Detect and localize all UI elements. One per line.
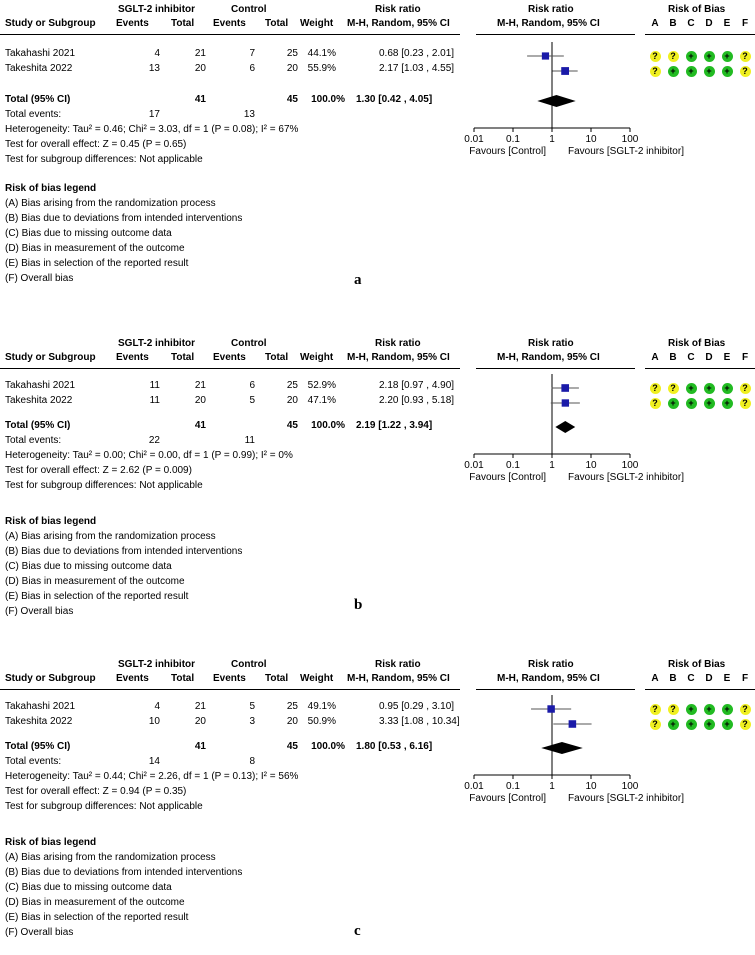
legend-item: (F) Overall bias [5,927,74,938]
favours-right-label: Favours [SGLT-2 inhibitor] [568,472,684,483]
total1-value: 20 [194,716,206,727]
weight-value: 44.1% [307,48,336,59]
rob-col-f: F [741,352,749,363]
study-name: Takeshita 2022 [5,63,73,74]
weight-value: 52.9% [307,380,336,391]
weight-value: 50.9% [307,716,336,727]
legend-item: (F) Overall bias [5,606,74,617]
rr-header: Risk ratio [375,659,421,670]
legend-item: (E) Bias in selection of the reported result [5,258,189,269]
total1-header: Total [171,673,195,684]
total2-value: 20 [286,716,298,727]
legend-item: (E) Bias in selection of the reported result [5,591,189,602]
rob-some-concerns-icon: ? [668,704,679,715]
rob-header: Risk of Bias [668,659,726,670]
study-name: Takahashi 2021 [5,48,76,59]
events2-value: 7 [249,48,255,59]
rr-ci-value: 2.17 [1.03 , 4.55] [379,63,455,74]
rr-plot-method-header: M-H, Random, 95% CI [497,352,600,363]
total-weight: 100.0% [311,741,345,752]
rob-low-icon: + [668,66,679,77]
pooled-diamond [541,742,583,754]
legend-title: Risk of bias legend [5,516,97,527]
legend-item: (C) Bias due to missing outcome data [5,882,172,893]
total1-sum: 41 [194,741,206,752]
total1-header: Total [171,18,195,29]
rob-col-b: B [669,673,677,684]
tick-label: 0.1 [506,460,520,471]
header-rule [645,34,755,35]
events2-value: 5 [249,701,255,712]
subgroup-text: Test for subgroup differences: Not applicable [5,480,203,491]
heterogeneity-text: Heterogeneity: Tau² = 0.00; Chi² = 0.00, df = 1 (P = 0.99); I² = 0% [5,450,293,461]
rob-col-e: E [723,352,731,363]
tick-label: 0.01 [464,781,484,792]
group1-header: SGLT-2 inhibitor [118,659,196,670]
study-name: Takahashi 2021 [5,701,76,712]
study-name: Takeshita 2022 [5,716,73,727]
effect-marker [561,384,569,392]
tick-label: 0.01 [464,460,484,471]
forest-plot-area [430,334,684,484]
rr-method-header: M-H, Random, 95% CI [347,673,450,684]
study-name: Takahashi 2021 [5,380,76,391]
rob-low-icon: + [668,719,679,730]
total-events-label: Total events: [5,435,62,446]
total-events2: 11 [244,435,255,446]
total-rr-ci: 1.80 [0.53 , 6.16] [356,741,433,752]
overall-effect-text: Test for overall effect: Z = 0.45 (P = 0.65) [5,139,187,150]
study-header: Study or Subgroup [5,352,96,363]
favours-left-label: Favours [Control] [469,146,546,157]
rob-low-icon: + [686,719,697,730]
total2-value: 20 [286,395,298,406]
rob-low-icon: + [722,51,733,62]
total2-header: Total [265,18,289,29]
events1-value: 13 [148,63,160,74]
rob-some-concerns-icon: ? [650,704,661,715]
subgroup-text: Test for subgroup differences: Not applicable [5,154,203,165]
rob-col-e: E [723,673,731,684]
header-rule [0,689,460,690]
rr-plot-header: Risk ratio [528,4,574,15]
header-rule [0,368,460,369]
tick-label: 1 [549,460,555,471]
tick-label: 0.1 [506,134,520,145]
rob-low-icon: + [704,66,715,77]
tick-label: 10 [585,781,597,792]
total2-sum: 45 [286,94,298,105]
rob-low-icon: + [686,66,697,77]
group1-header: SGLT-2 inhibitor [118,4,196,15]
effect-marker [569,720,577,728]
events2-header: Events [213,18,246,29]
rob-col-e: E [723,18,731,29]
rob-some-concerns-icon: ? [740,51,751,62]
favours-left-label: Favours [Control] [469,793,546,804]
study-header: Study or Subgroup [5,18,96,29]
group2-header: Control [231,4,267,15]
events1-value: 11 [149,380,160,391]
rob-col-c: C [687,673,695,684]
rob-some-concerns-icon: ? [740,66,751,77]
total2-header: Total [265,352,289,363]
total2-value: 25 [286,380,298,391]
total-weight: 100.0% [311,420,345,431]
rr-ci-value: 0.68 [0.23 , 2.01] [379,48,455,59]
rob-low-icon: + [686,51,697,62]
rr-plot-header: Risk ratio [528,659,574,670]
rr-header: Risk ratio [375,338,421,349]
tick-label: 100 [621,781,639,792]
rob-header: Risk of Bias [668,4,726,15]
forest-plot-a [0,0,755,300]
total-label: Total (95% CI) [5,741,71,752]
effect-marker [542,52,549,59]
total-events-label: Total events: [5,109,62,120]
total1-value: 21 [194,701,206,712]
legend-item: (E) Bias in selection of the reported result [5,912,189,923]
study-header: Study or Subgroup [5,673,96,684]
panel-label: c [354,923,361,939]
header-rule [645,368,755,369]
rob-low-icon: + [722,66,733,77]
events1-value: 11 [149,395,160,406]
rr-ci-value: 3.33 [1.08 , 10.34] [379,716,460,727]
rr-plot-method-header: M-H, Random, 95% CI [497,673,600,684]
forest-plot-b [0,334,755,634]
favours-left-label: Favours [Control] [469,472,546,483]
rob-some-concerns-icon: ? [650,51,661,62]
rob-low-icon: + [686,383,697,394]
rob-col-c: C [687,18,695,29]
legend-item: (B) Bias due to deviations from intended interventions [5,546,243,557]
pooled-diamond [537,95,575,107]
total2-value: 25 [286,48,298,59]
events1-header: Events [116,673,149,684]
rob-col-c: C [687,352,695,363]
total-weight: 100.0% [311,94,345,105]
effect-marker [547,705,554,712]
panel-label: b [354,597,363,613]
rob-some-concerns-icon: ? [650,398,661,409]
events1-header: Events [116,18,149,29]
weight-header: Weight [300,673,334,684]
rob-low-icon: + [704,704,715,715]
total2-header: Total [265,673,289,684]
rob-some-concerns-icon: ? [740,704,751,715]
rob-low-icon: + [722,383,733,394]
rob-col-f: F [741,18,749,29]
total1-value: 21 [194,380,206,391]
total-rr-ci: 1.30 [0.42 , 4.05] [356,94,433,105]
total-events2: 8 [249,756,255,767]
group2-header: Control [231,338,267,349]
rob-low-icon: + [722,704,733,715]
legend-item: (D) Bias in measurement of the outcome [5,576,185,587]
forest-plot-area [430,655,684,805]
forest-plot-area [430,0,684,157]
events2-value: 6 [249,380,255,391]
total-events2: 13 [243,109,255,120]
group1-header: SGLT-2 inhibitor [118,338,196,349]
rob-some-concerns-icon: ? [668,383,679,394]
rob-some-concerns-icon: ? [668,51,679,62]
events2-value: 5 [249,395,255,406]
tick-label: 1 [549,781,555,792]
panel-label: a [354,272,362,288]
group2-header: Control [231,659,267,670]
total-events1: 22 [148,435,160,446]
heterogeneity-text: Heterogeneity: Tau² = 0.46; Chi² = 3.03, df = 1 (P = 0.08); I² = 67% [5,124,299,135]
header-rule [0,34,460,35]
favours-right-label: Favours [SGLT-2 inhibitor] [568,793,684,804]
rr-header: Risk ratio [375,4,421,15]
rob-col-d: D [705,673,713,684]
total2-sum: 45 [286,420,298,431]
tick-label: 100 [621,134,639,145]
total-label: Total (95% CI) [5,420,71,431]
weight-value: 49.1% [307,701,336,712]
weight-value: 47.1% [307,395,336,406]
legend-title: Risk of bias legend [5,837,97,848]
legend-item: (B) Bias due to deviations from intended interventions [5,867,243,878]
tick-label: 100 [621,460,639,471]
tick-label: 0.01 [464,134,484,145]
header-rule [645,689,755,690]
events1-value: 10 [148,716,160,727]
tick-label: 10 [585,460,597,471]
heterogeneity-text: Heterogeneity: Tau² = 0.44; Chi² = 2.26, df = 1 (P = 0.13); I² = 56% [5,771,299,782]
rr-method-header: M-H, Random, 95% CI [347,352,450,363]
tick-label: 1 [549,134,555,145]
total-events1: 17 [148,109,160,120]
total-events1: 14 [148,756,160,767]
rob-col-b: B [669,18,677,29]
total1-header: Total [171,352,195,363]
rob-low-icon: + [722,719,733,730]
rob-col-d: D [705,352,713,363]
rr-ci-value: 2.18 [0.97 , 4.90] [379,380,455,391]
total1-sum: 41 [194,420,206,431]
total2-sum: 45 [286,741,298,752]
weight-value: 55.9% [307,63,336,74]
rr-method-header: M-H, Random, 95% CI [347,18,450,29]
legend-item: (D) Bias in measurement of the outcome [5,897,185,908]
rob-low-icon: + [704,719,715,730]
tick-label: 0.1 [506,781,520,792]
rob-low-icon: + [686,704,697,715]
rob-low-icon: + [686,398,697,409]
total-rr-ci: 2.19 [1.22 , 3.94] [356,420,433,431]
pooled-diamond [555,421,575,433]
rob-col-f: F [741,673,749,684]
rob-some-concerns-icon: ? [650,66,661,77]
legend-item: (C) Bias due to missing outcome data [5,228,172,239]
overall-effect-text: Test for overall effect: Z = 0.94 (P = 0.35) [5,786,187,797]
total1-sum: 41 [194,94,206,105]
effect-marker [562,399,569,406]
rr-ci-value: 0.95 [0.29 , 3.10] [379,701,455,712]
total1-value: 20 [194,63,206,74]
rob-col-a: A [651,352,659,363]
weight-header: Weight [300,352,334,363]
rr-plot-header: Risk ratio [528,338,574,349]
events2-header: Events [213,673,246,684]
legend-item: (C) Bias due to missing outcome data [5,561,172,572]
legend-item: (F) Overall bias [5,273,74,284]
forest-plot-c [0,655,755,955]
rob-some-concerns-icon: ? [740,398,751,409]
total2-value: 25 [286,701,298,712]
total1-value: 20 [194,395,206,406]
rob-col-a: A [651,673,659,684]
events1-value: 4 [154,701,160,712]
rob-low-icon: + [704,383,715,394]
total1-value: 21 [194,48,206,59]
rr-ci-value: 2.20 [0.93 , 5.18] [379,395,455,406]
rob-low-icon: + [722,398,733,409]
legend-item: (A) Bias arising from the randomization process [5,852,216,863]
total2-value: 20 [286,63,298,74]
rr-plot-method-header: M-H, Random, 95% CI [497,18,600,29]
legend-item: (B) Bias due to deviations from intended interventions [5,213,243,224]
events2-value: 3 [249,716,255,727]
subgroup-text: Test for subgroup differences: Not applicable [5,801,203,812]
rob-col-d: D [705,18,713,29]
favours-right-label: Favours [SGLT-2 inhibitor] [568,146,684,157]
rob-some-concerns-icon: ? [740,383,751,394]
overall-effect-text: Test for overall effect: Z = 2.62 (P = 0.009) [5,465,192,476]
rob-low-icon: + [704,51,715,62]
events2-value: 6 [249,63,255,74]
rob-some-concerns-icon: ? [650,719,661,730]
events1-header: Events [116,352,149,363]
tick-label: 10 [585,134,597,145]
legend-title: Risk of bias legend [5,183,97,194]
rob-some-concerns-icon: ? [650,383,661,394]
rob-some-concerns-icon: ? [740,719,751,730]
rob-col-b: B [669,352,677,363]
events1-value: 4 [154,48,160,59]
rob-col-a: A [651,18,659,29]
total-events-label: Total events: [5,756,62,767]
total-label: Total (95% CI) [5,94,71,105]
effect-marker [561,67,569,75]
legend-item: (A) Bias arising from the randomization process [5,198,216,209]
study-name: Takeshita 2022 [5,395,73,406]
rob-low-icon: + [668,398,679,409]
weight-header: Weight [300,18,334,29]
legend-item: (D) Bias in measurement of the outcome [5,243,185,254]
events2-header: Events [213,352,246,363]
legend-item: (A) Bias arising from the randomization process [5,531,216,542]
rob-low-icon: + [704,398,715,409]
rob-header: Risk of Bias [668,338,726,349]
